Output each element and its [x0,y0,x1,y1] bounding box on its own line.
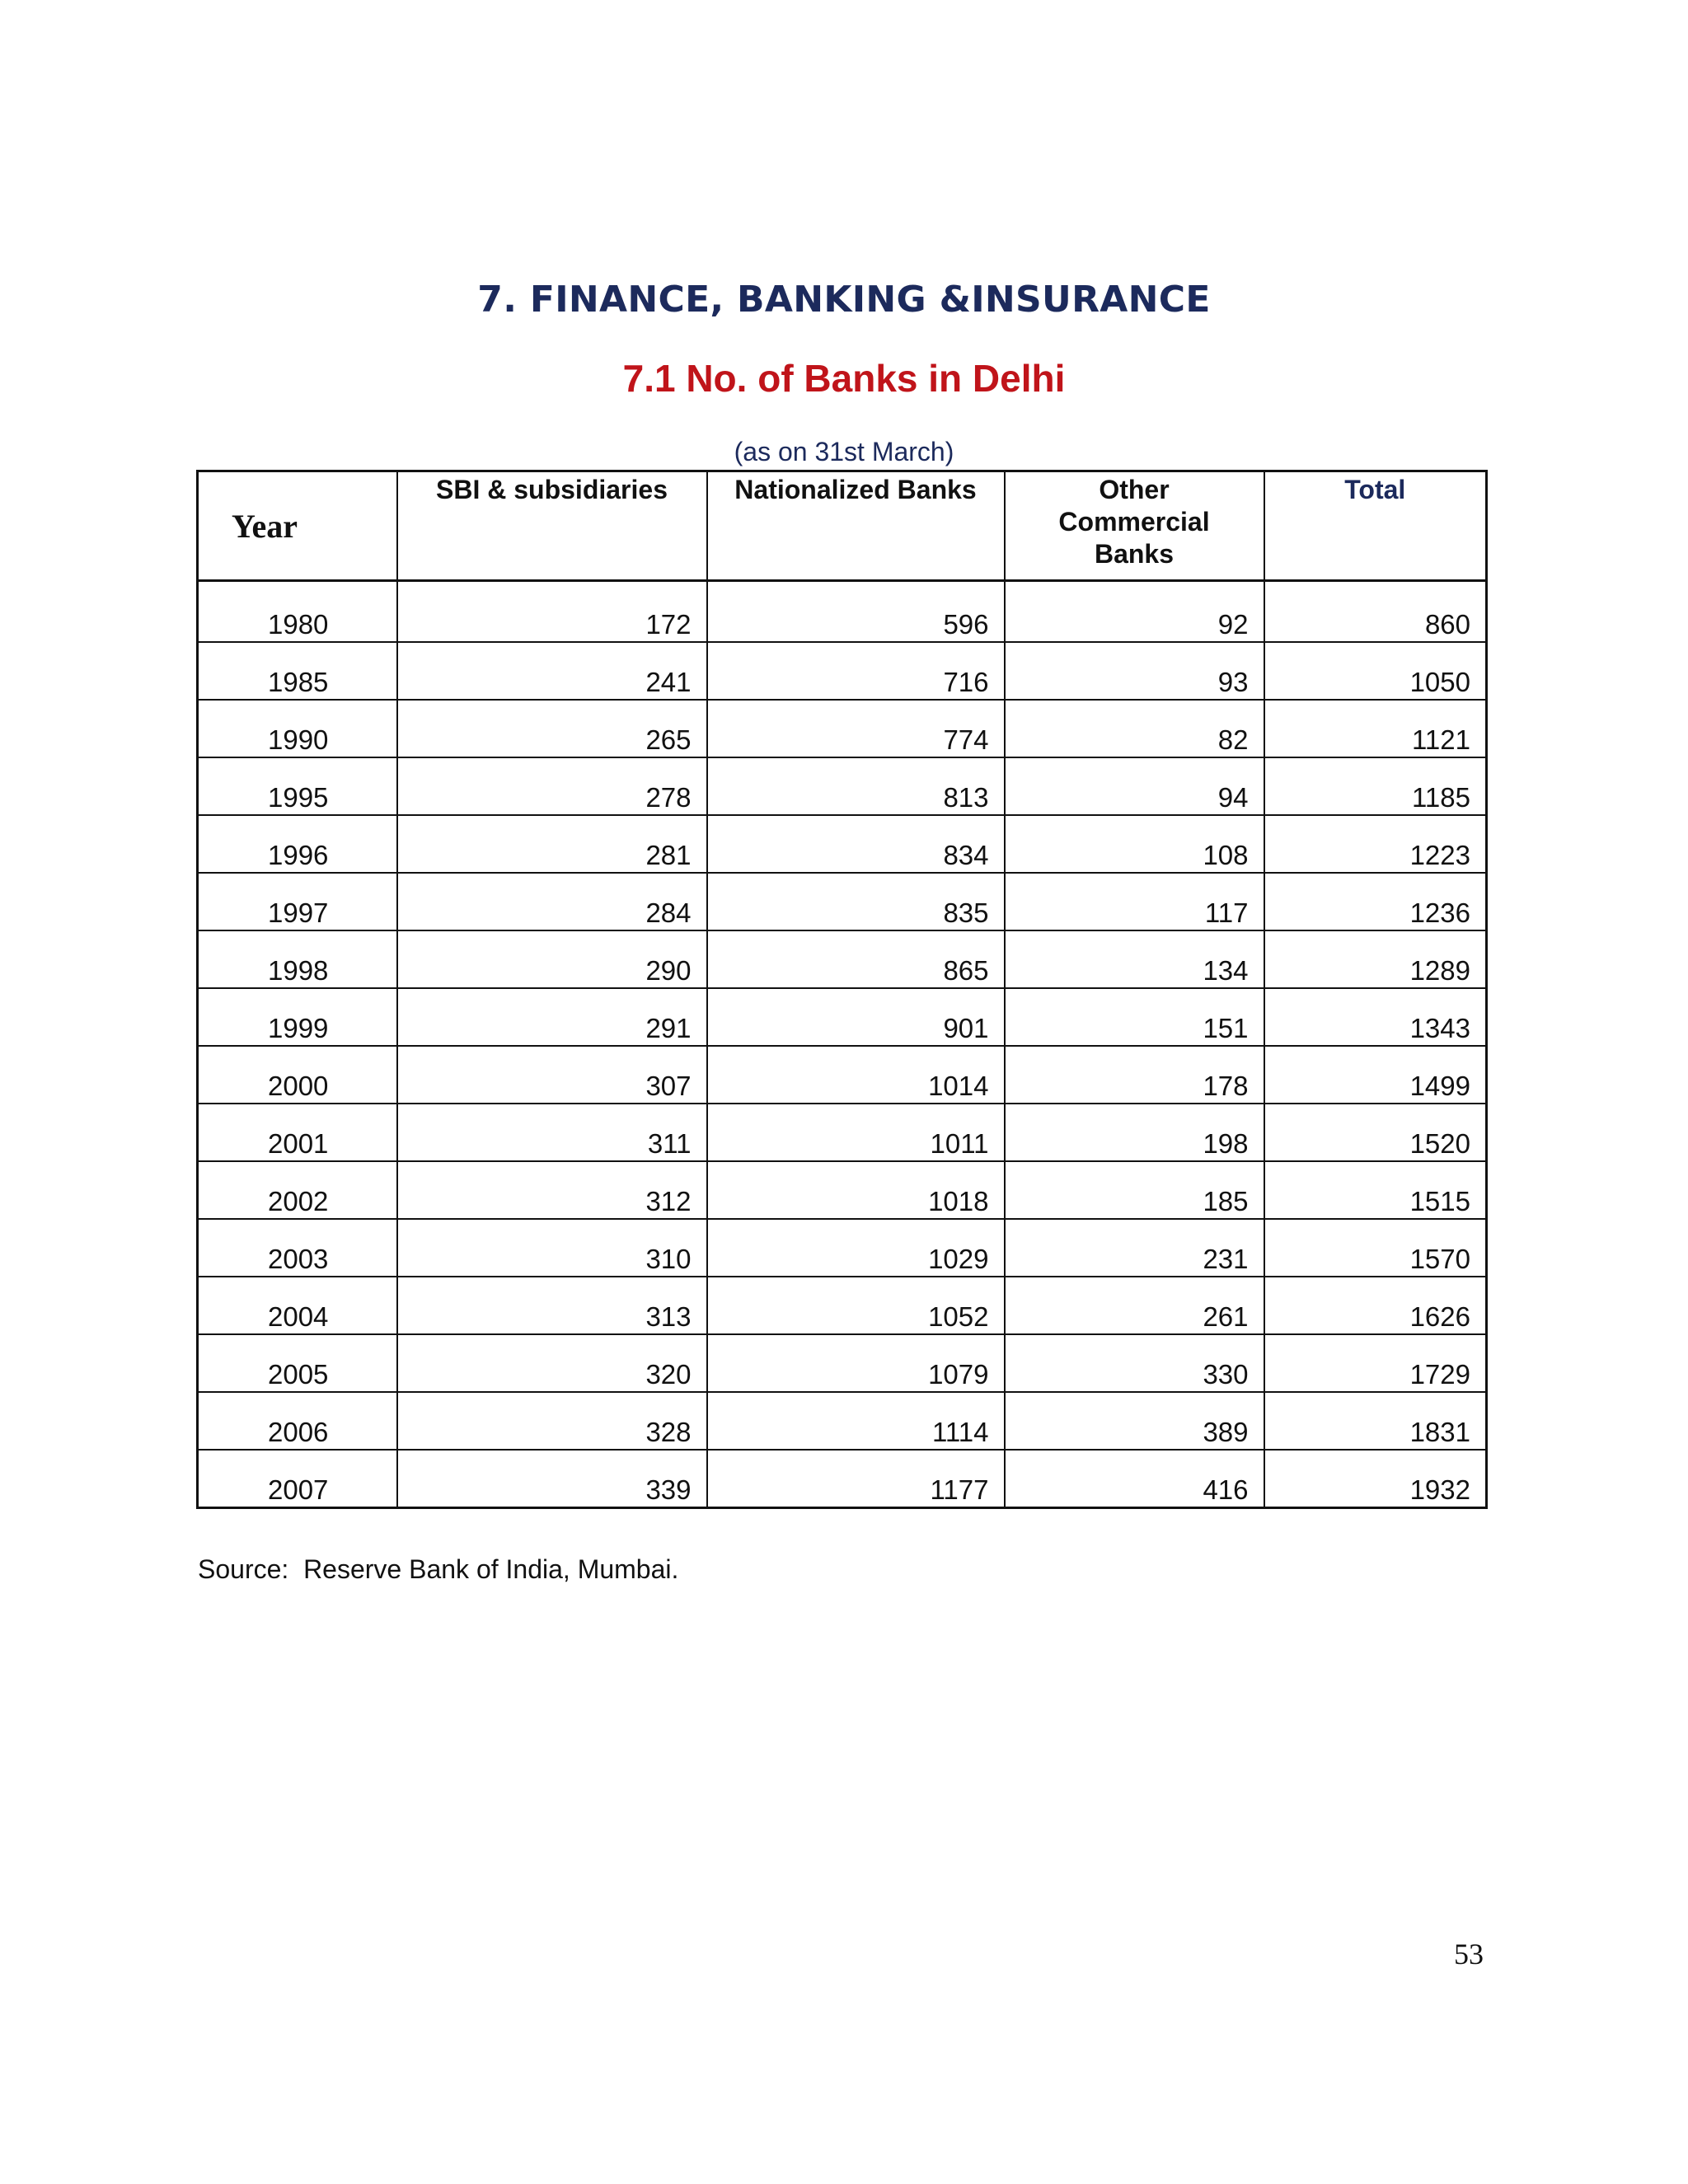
cell-sbi: 312 [397,1161,707,1219]
cell-sbi: 265 [397,700,707,757]
cell-nationalized: 1014 [707,1046,1005,1104]
cell-total: 1223 [1264,815,1487,873]
cell-year: 2005 [198,1334,397,1392]
cell-year: 2006 [198,1392,397,1450]
chapter-title: 7. FINANCE, BANKING &INSURANCE [477,279,1211,321]
cell-year: 2002 [198,1161,397,1219]
table-row [198,988,1487,1046]
cell-year: 2001 [198,1104,397,1161]
cell-other-commercial: 108 [1005,815,1264,873]
cell-nationalized: 1114 [707,1392,1005,1450]
cell-nationalized: 716 [707,642,1005,700]
table-row [198,1392,1487,1450]
cell-year: 1998 [198,930,397,988]
cell-nationalized: 865 [707,930,1005,988]
cell-other-commercial: 117 [1005,873,1264,930]
header-other-line1: Other [1099,475,1170,504]
table-header-row [198,471,1487,581]
cell-year: 1999 [198,988,397,1046]
cell-other-commercial: 134 [1005,930,1264,988]
cell-other-commercial: 330 [1005,1334,1264,1392]
cell-total: 1831 [1264,1392,1487,1450]
cell-nationalized: 1018 [707,1161,1005,1219]
cell-other-commercial: 231 [1005,1219,1264,1277]
cell-other-commercial: 92 [1005,581,1264,643]
cell-sbi: 278 [397,757,707,815]
header-other-line2: Commercial [1058,507,1210,537]
cell-total: 1570 [1264,1219,1487,1277]
cell-total: 1515 [1264,1161,1487,1219]
cell-year: 1990 [198,700,397,757]
cell-total: 1499 [1264,1046,1487,1104]
cell-year: 2007 [198,1450,397,1508]
cell-sbi: 172 [397,581,707,643]
table-subtitle: (as on 31st March) [734,437,954,466]
header-nationalized: Nationalized Banks [707,471,1005,581]
table-row [198,873,1487,930]
cell-nationalized: 1052 [707,1277,1005,1334]
source-note: Source: Reserve Bank of India, Mumbai. [198,1554,679,1584]
cell-other-commercial: 261 [1005,1277,1264,1334]
cell-sbi: 339 [397,1450,707,1508]
cell-other-commercial: 389 [1005,1392,1264,1450]
cell-sbi: 284 [397,873,707,930]
cell-sbi: 281 [397,815,707,873]
cell-nationalized: 1079 [707,1334,1005,1392]
cell-year: 2000 [198,1046,397,1104]
cell-sbi: 291 [397,988,707,1046]
cell-total: 1932 [1264,1450,1487,1508]
cell-year: 1996 [198,815,397,873]
table-row [198,1104,1487,1161]
table-row [198,581,1487,643]
cell-total: 1289 [1264,930,1487,988]
cell-total: 1050 [1264,642,1487,700]
cell-other-commercial: 416 [1005,1450,1264,1508]
cell-nationalized: 774 [707,700,1005,757]
cell-year: 2004 [198,1277,397,1334]
table-row [198,1277,1487,1334]
header-total: Total [1264,471,1487,581]
cell-sbi: 290 [397,930,707,988]
cell-sbi: 307 [397,1046,707,1104]
cell-other-commercial: 151 [1005,988,1264,1046]
cell-total: 1185 [1264,757,1487,815]
header-other-line3: Banks [1094,539,1175,569]
cell-other-commercial: 93 [1005,642,1264,700]
cell-sbi: 313 [397,1277,707,1334]
cell-sbi: 311 [397,1104,707,1161]
table-row [198,815,1487,873]
cell-total: 860 [1264,581,1487,643]
table-row [198,1450,1487,1508]
table-row [198,1161,1487,1219]
header-other-commercial [1005,471,1264,581]
cell-nationalized: 1177 [707,1450,1005,1508]
banks-table [196,470,1488,1509]
cell-other-commercial: 82 [1005,700,1264,757]
table-row [198,700,1487,757]
cell-nationalized: 596 [707,581,1005,643]
cell-year: 1980 [198,581,397,643]
cell-year: 2003 [198,1219,397,1277]
cell-nationalized: 1011 [707,1104,1005,1161]
cell-nationalized: 1029 [707,1219,1005,1277]
cell-sbi: 241 [397,642,707,700]
cell-other-commercial: 94 [1005,757,1264,815]
cell-sbi: 320 [397,1334,707,1392]
cell-total: 1236 [1264,873,1487,930]
table-title: 7.1 No. of Banks in Delhi [622,357,1066,400]
cell-sbi: 328 [397,1392,707,1450]
header-sbi: SBI & subsidiaries [397,471,707,581]
cell-other-commercial: 198 [1005,1104,1264,1161]
cell-year: 1995 [198,757,397,815]
cell-sbi: 310 [397,1219,707,1277]
cell-total: 1729 [1264,1334,1487,1392]
table-row [198,1334,1487,1392]
cell-total: 1121 [1264,700,1487,757]
cell-other-commercial: 185 [1005,1161,1264,1219]
table-row [198,757,1487,815]
table-row [198,930,1487,988]
cell-other-commercial: 178 [1005,1046,1264,1104]
table-body [198,581,1487,1508]
cell-total: 1626 [1264,1277,1487,1334]
page-number: 53 [1454,1938,1484,1971]
cell-total: 1343 [1264,988,1487,1046]
cell-year: 1985 [198,642,397,700]
cell-nationalized: 901 [707,988,1005,1046]
table-row [198,642,1487,700]
cell-nationalized: 813 [707,757,1005,815]
header-year: Year [198,471,397,581]
table-row [198,1046,1487,1104]
cell-nationalized: 835 [707,873,1005,930]
cell-total: 1520 [1264,1104,1487,1161]
cell-year: 1997 [198,873,397,930]
table-row [198,1219,1487,1277]
cell-nationalized: 834 [707,815,1005,873]
